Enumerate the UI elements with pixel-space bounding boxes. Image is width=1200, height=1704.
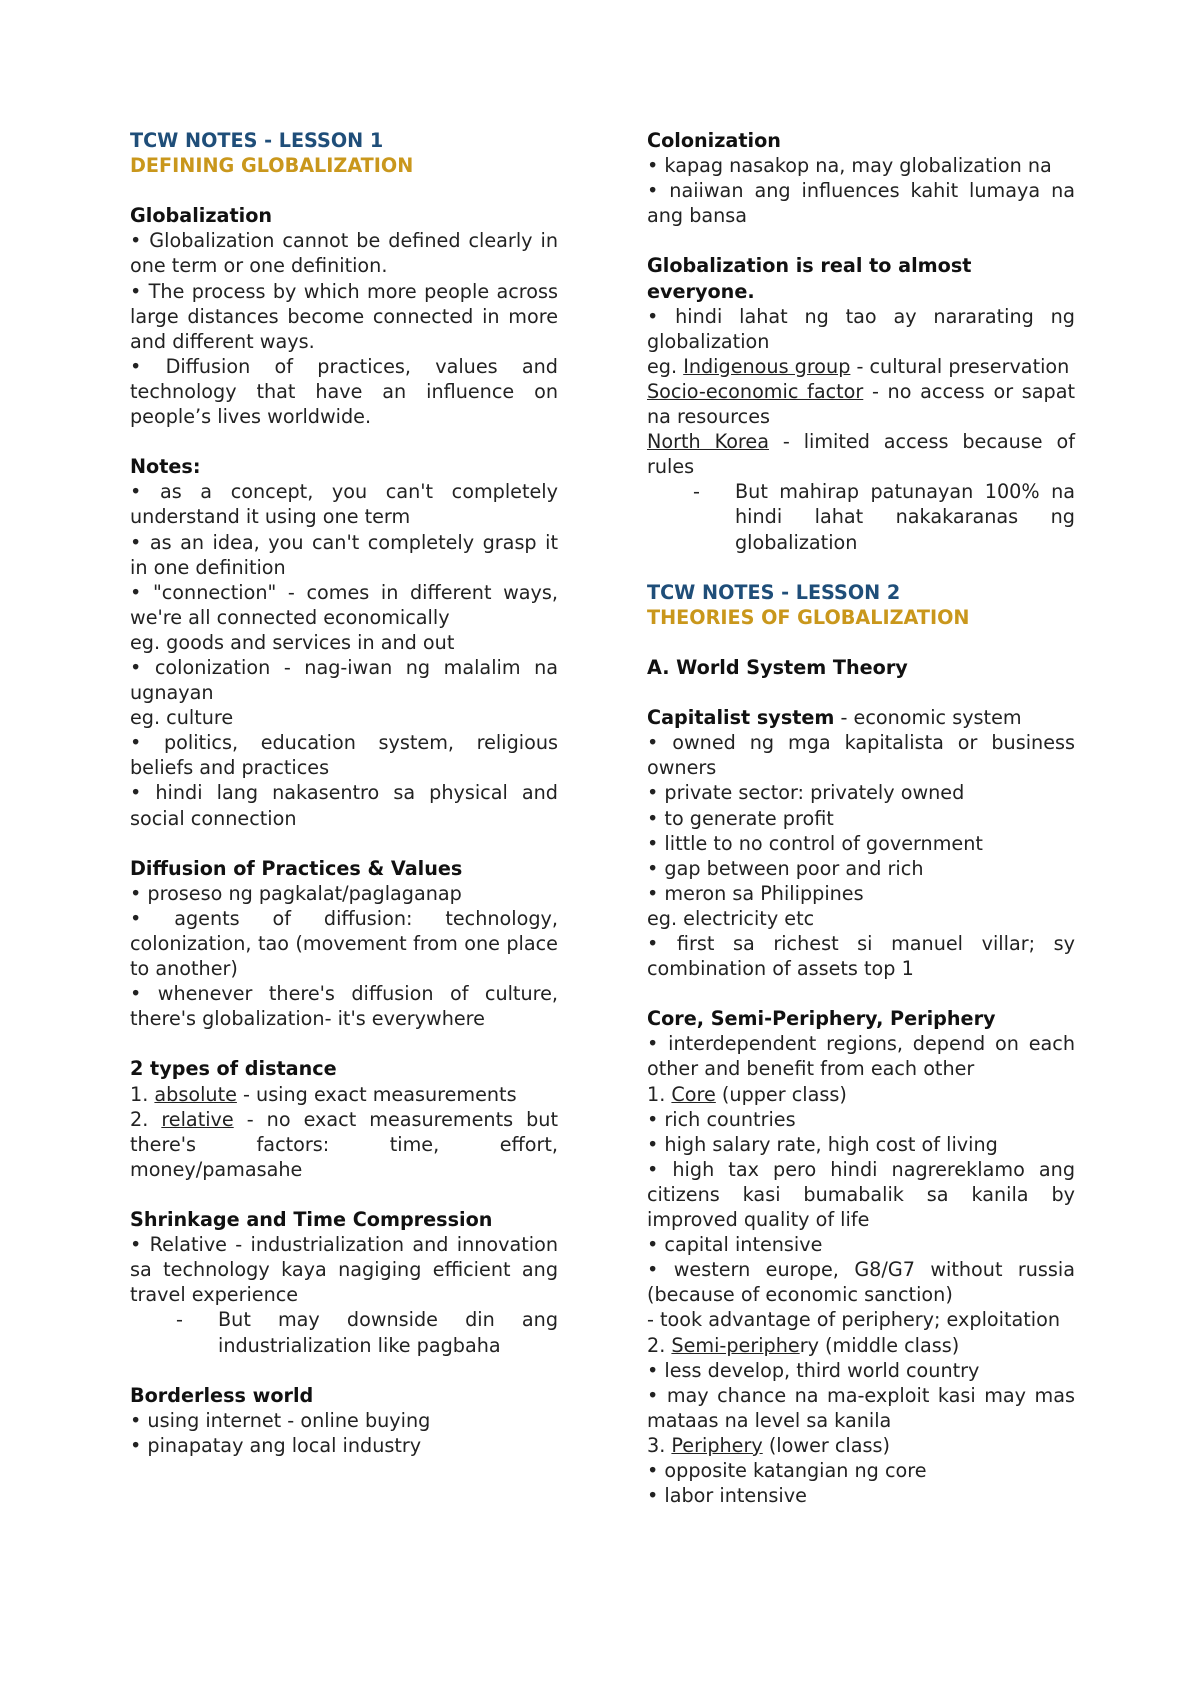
diffusion-bullet-1: • proseso ng pagkalat/paglaganap bbox=[130, 881, 462, 905]
borderless-bullet-2: • pinapatay ang local industry bbox=[130, 1433, 422, 1457]
capitalist-bullet-4: • little to no control of government bbox=[647, 831, 983, 855]
real-example-2 bbox=[647, 379, 1075, 429]
notes-bullet-2: • as an idea, you can't completely grasp it in one definition bbox=[130, 530, 558, 579]
north-korea-term: North Korea bbox=[647, 430, 769, 454]
core-term: Core bbox=[671, 1082, 716, 1106]
core-heading: Core, Semi-Periphery, Periphery bbox=[647, 1007, 996, 1031]
core-bullet-5: • western europe, G8/G7 without russia (because of economic sanction) bbox=[647, 1258, 1075, 1307]
notes-bullet-3: • "connection" - comes in different ways, we're all connected economically bbox=[130, 580, 558, 629]
semi-periphery-term: Semi-periphe bbox=[671, 1333, 800, 1357]
core-bullet-6: - took advantage of periphery; exploitation bbox=[647, 1308, 1060, 1332]
core-bullet-1: • rich countries bbox=[647, 1107, 796, 1131]
lesson1-subtitle: DEFINING GLOBALIZATION bbox=[130, 154, 414, 178]
right-column bbox=[647, 128, 1075, 1508]
core-bullet-4: • capital intensive bbox=[647, 1233, 823, 1257]
capitalist-heading: Capitalist system bbox=[647, 706, 835, 730]
core-item bbox=[647, 1082, 1075, 1107]
lesson1-title: TCW NOTES - LESSON 1 bbox=[130, 129, 384, 152]
capitalist-heading-line bbox=[647, 705, 1075, 730]
semi-periphery-bullet-2: • may chance na ma-exploit kasi may mas mataas na level sa kanila bbox=[647, 1383, 1075, 1432]
periphery-item bbox=[647, 1433, 1075, 1458]
real-heading: Globalization is real to almost everyone. bbox=[647, 254, 972, 303]
capitalist-bullet-5: • gap between poor and rich bbox=[647, 856, 924, 880]
distance-heading: 2 types of distance bbox=[130, 1057, 337, 1081]
distance-item-1 bbox=[130, 1082, 558, 1107]
relative-desc: - no exact measurements but there's factors: time, effort, money/pamasahe bbox=[130, 1107, 558, 1181]
diffusion-bullet-2: • agents of diffusion: technology, colonization, tao (movement from one place to another) bbox=[130, 906, 558, 981]
periphery-bullet-1: • opposite katangian ng core bbox=[647, 1458, 927, 1482]
capitalist-example: eg. electricity etc bbox=[647, 906, 815, 930]
notes-bullet-5: • politics, education system, religious beliefs and practices bbox=[130, 731, 558, 780]
item-number: 2. bbox=[647, 1333, 672, 1357]
notes-example-1: eg. goods and services in and out bbox=[130, 630, 455, 654]
left-column bbox=[130, 128, 558, 1458]
absolute-desc: - using exact measurements bbox=[236, 1082, 517, 1106]
wst-heading: A. World System Theory bbox=[647, 655, 908, 679]
diffusion-bullet-3: • whenever there's diffusion of culture, there's globalization- it's everywhere bbox=[130, 982, 558, 1031]
item-number: 1. bbox=[130, 1082, 155, 1106]
real-sub-text: But mahirap patunayan 100% na hindi lahat nakakaranas ng globalization bbox=[735, 480, 1075, 554]
real-example-3 bbox=[647, 429, 1075, 479]
notes-bullet-4: • colonization - nag-iwan ng malalim na ugnayan bbox=[130, 655, 558, 705]
semi-periphery-item bbox=[647, 1333, 1075, 1358]
relative-term: relative bbox=[161, 1107, 234, 1131]
periphery-bullet-2: • labor intensive bbox=[647, 1484, 807, 1508]
socio-economic-term: Socio-economic factor bbox=[647, 379, 864, 403]
core-intro-bullet: • interdependent regions, depend on each other and benefit from each other bbox=[647, 1032, 1075, 1081]
notes-example-2: eg. culture bbox=[130, 706, 234, 730]
globalization-bullet-3: • Diffusion of practices, values and technology that have an influence on people’s lives worldwide. bbox=[130, 354, 558, 429]
capitalist-bullet-7: • first sa richest si manuel villar; sy combination of assets top 1 bbox=[647, 932, 1075, 981]
absolute-term: absolute bbox=[154, 1082, 237, 1106]
diffusion-heading: Diffusion of Practices & Values bbox=[130, 856, 463, 880]
real-example-1 bbox=[647, 354, 1075, 379]
globalization-heading: Globalization bbox=[130, 204, 273, 228]
capitalist-bullet-2: • private sector: privately owned bbox=[647, 781, 965, 805]
real-sub-item bbox=[647, 479, 1075, 554]
colonization-bullet-1: • kapag nasakop na, may globalization na bbox=[647, 154, 1052, 178]
item-number: 1. bbox=[647, 1082, 672, 1106]
colonization-heading: Colonization bbox=[647, 129, 781, 152]
shrinkage-heading: Shrinkage and Time Compression bbox=[130, 1208, 493, 1232]
core-bullet-2: • high salary rate, high cost of living bbox=[647, 1132, 998, 1156]
north-korea-desc: - limited access because of rules bbox=[647, 430, 1075, 479]
notes-heading: Notes: bbox=[130, 455, 201, 479]
core-bullet-3: • high tax pero hindi nagrereklamo ang citizens kasi bumabalik sa kanila by improved quality of life bbox=[647, 1157, 1075, 1232]
item-number: 2. bbox=[130, 1107, 162, 1131]
lesson2-subtitle: THEORIES OF GLOBALIZATION bbox=[647, 605, 970, 629]
dash-marker: - bbox=[176, 1308, 183, 1332]
capitalist-bullet-1: • owned ng mga kapitalista or business owners bbox=[647, 731, 1075, 780]
notes-bullet-6: • hindi lang nakasentro sa physical and social connection bbox=[130, 781, 558, 830]
capitalist-bullet-3: • to generate profit bbox=[647, 806, 834, 830]
core-desc: (upper class) bbox=[715, 1082, 847, 1106]
item-number: 3. bbox=[647, 1433, 672, 1457]
capitalist-heading-desc: - economic system bbox=[834, 706, 1022, 730]
lesson2-title: TCW NOTES - LESSON 2 bbox=[647, 580, 901, 604]
periphery-term: Periphery bbox=[671, 1433, 763, 1457]
borderless-heading: Borderless world bbox=[130, 1383, 314, 1407]
distance-item-2 bbox=[130, 1107, 558, 1182]
colonization-bullet-2: • naiiwan ang influences kahit lumaya na ang bansa bbox=[647, 179, 1075, 228]
globalization-bullet-2: • The process by which more people across large distances become connected in more and different ways. bbox=[130, 279, 558, 353]
periphery-desc: (lower class) bbox=[762, 1433, 890, 1457]
dash-marker: - bbox=[693, 480, 700, 504]
indigenous-term: Indigenous group bbox=[683, 354, 851, 378]
borderless-bullet-1: • using internet - online buying bbox=[130, 1408, 431, 1432]
example-prefix: eg. bbox=[647, 354, 684, 378]
semi-periphery-desc: ry (middle class) bbox=[799, 1333, 960, 1357]
indigenous-desc: - cultural preservation bbox=[850, 354, 1070, 378]
notes-bullet-1: • as a concept, you can't completely understand it using one term bbox=[130, 480, 558, 529]
globalization-bullet-1: • Globalization cannot be defined clearly in one term or one definition. bbox=[130, 229, 558, 278]
real-bullet-1: • hindi lahat ng tao ay nararating ng globalization bbox=[647, 304, 1075, 353]
capitalist-bullet-6: • meron sa Philippines bbox=[647, 881, 864, 905]
shrinkage-bullet-1: • Relative - industrialization and innovation sa technology kaya nagiging efficient ang travel experience bbox=[130, 1233, 558, 1307]
shrinkage-sub-text: But may downside din ang industrialization like pagbaha bbox=[218, 1308, 558, 1357]
semi-periphery-bullet-1: • less develop, third world country bbox=[647, 1358, 980, 1382]
shrinkage-sub-item bbox=[130, 1307, 558, 1357]
socio-economic-desc: - no access or sapat na resources bbox=[647, 379, 1075, 429]
